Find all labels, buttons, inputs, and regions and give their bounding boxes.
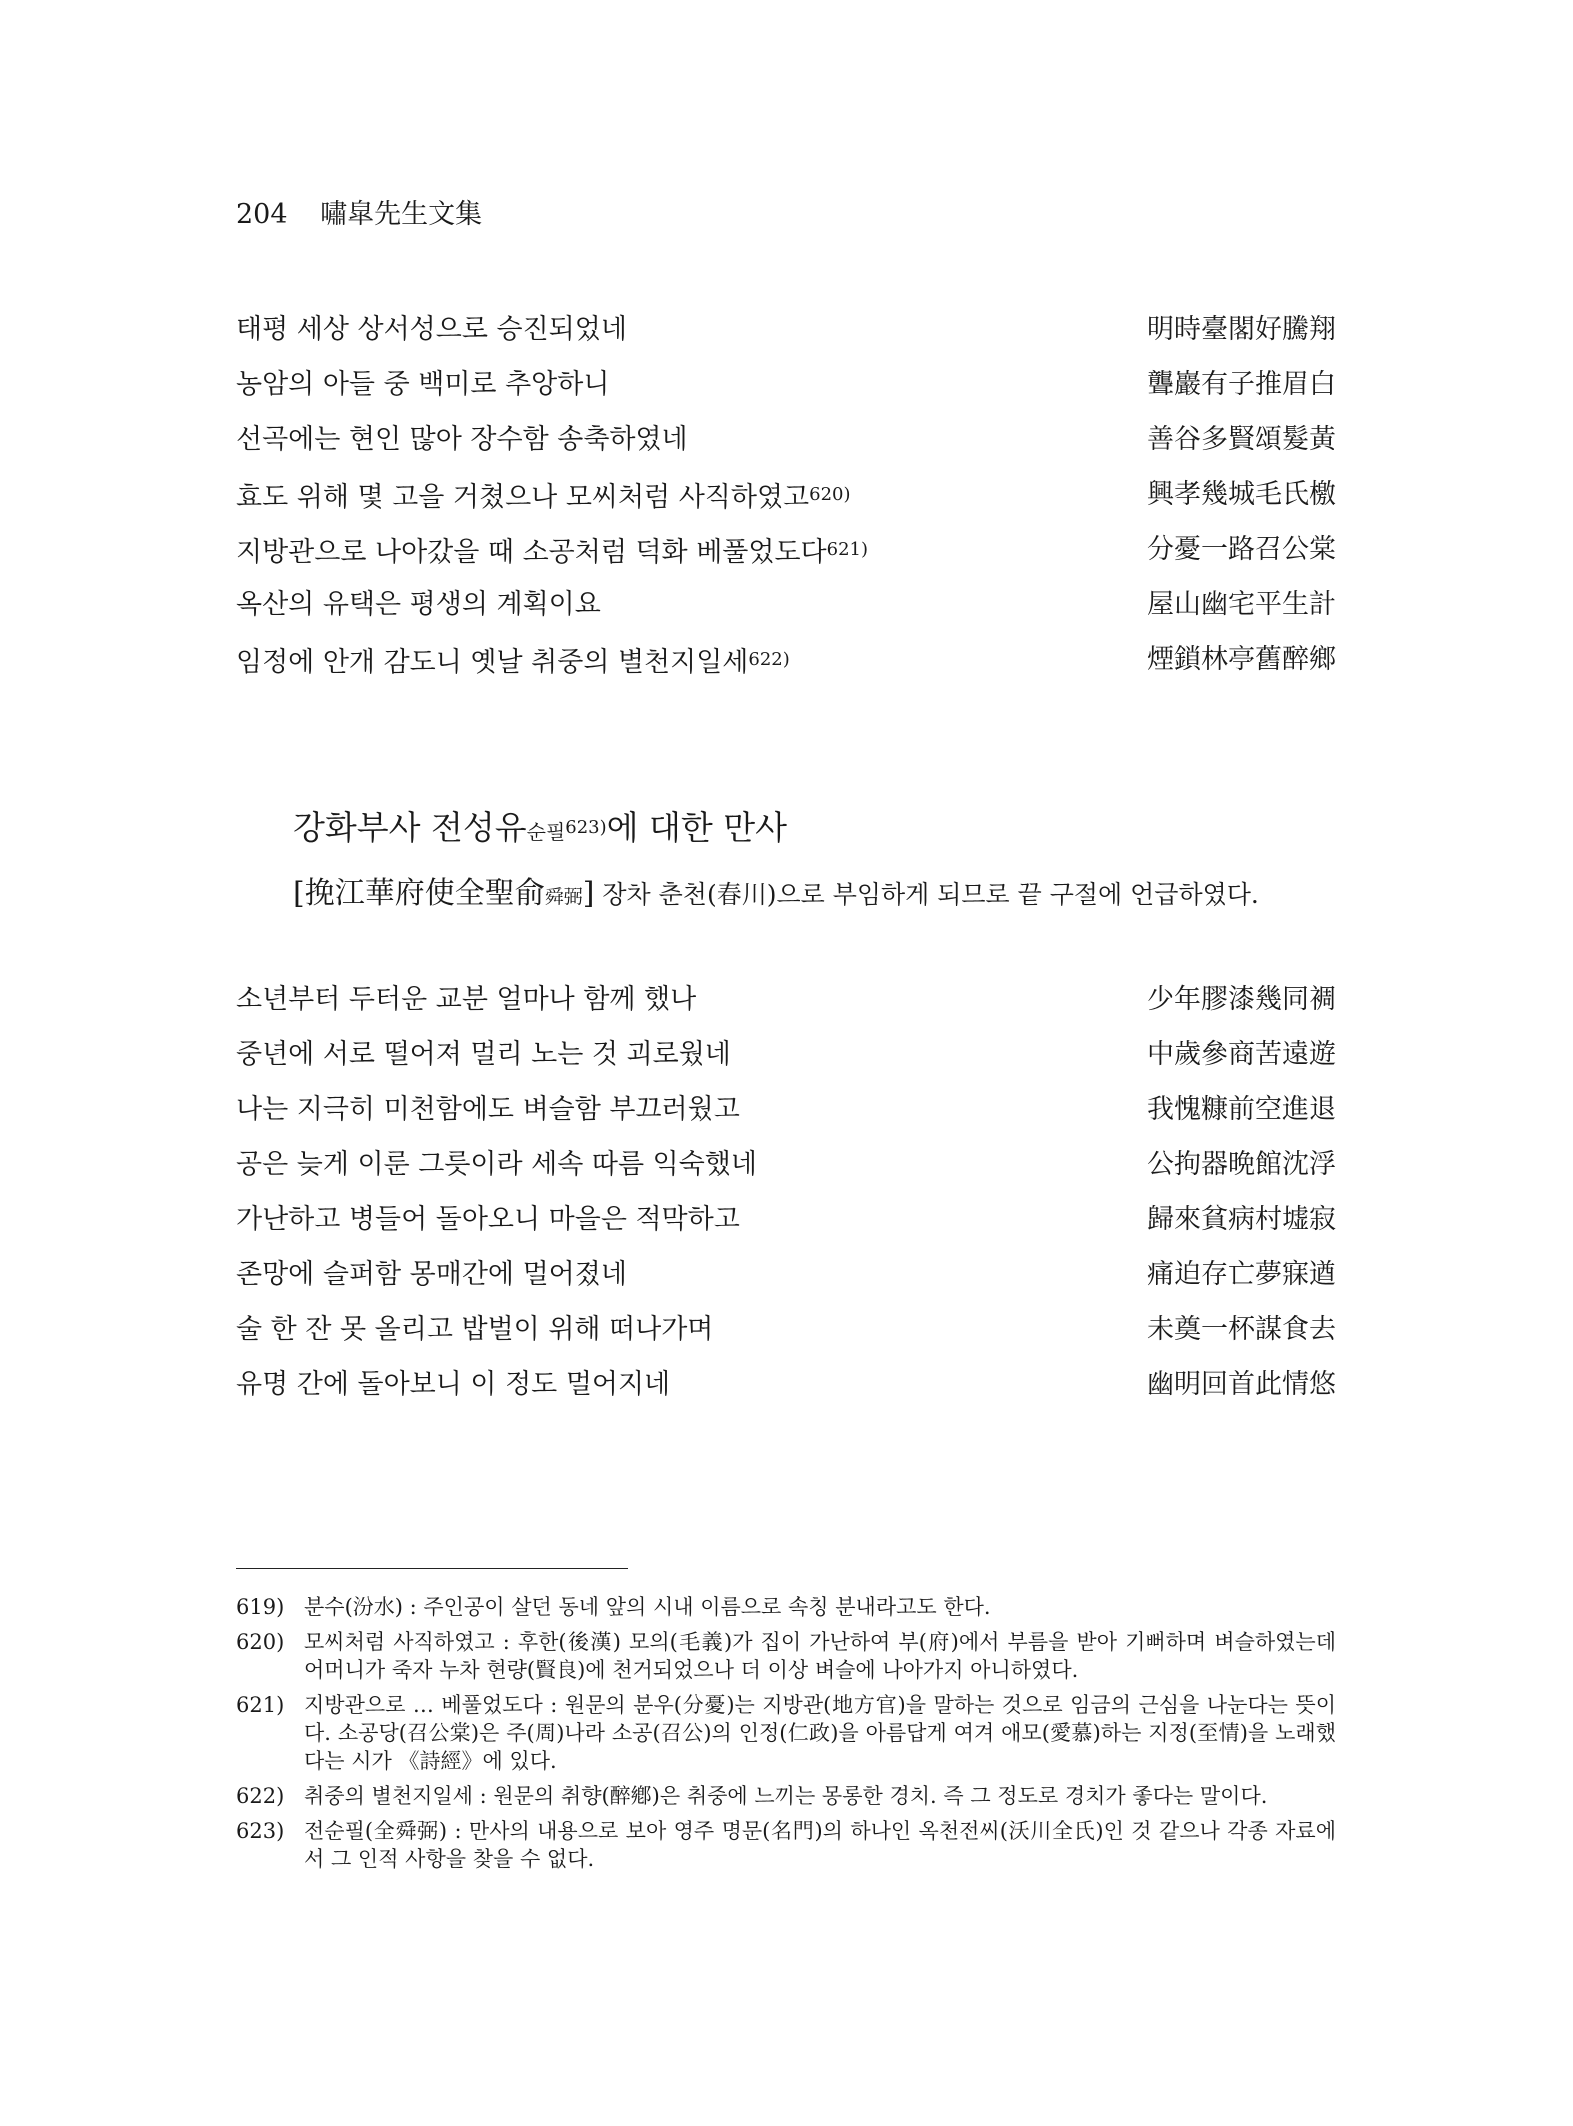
- chinese-line: 幽明回首此情悠: [1147, 1369, 1336, 1400]
- footnote-text: 취중의 별천지일세 : 원문의 취향(醉鄕)은 취중에 느끼는 몽롱한 경치. 즉 그 정도로 경치가 좋다는 말이다.: [304, 1784, 1268, 1808]
- chinese-line: 善谷多賢頌髮黃: [1147, 424, 1336, 455]
- chinese-line: 興孝幾城毛氏檄: [1147, 479, 1336, 510]
- korean-line: 나는 지극히 미천함에도 벼슬함 부끄러웠고: [236, 1094, 740, 1125]
- poem-line: [236, 1137, 1336, 1192]
- footnote-text: 분수(汾水) : 주인공이 살던 동네 앞의 시내 이름으로 속칭 분내라고도 한다.: [304, 1595, 991, 1619]
- footnotes: [236, 1593, 1336, 1880]
- poem-line: [236, 1302, 1336, 1357]
- poem-2: [236, 972, 1336, 1412]
- chinese-line: 我愧糠前空進退: [1147, 1094, 1336, 1125]
- section-title: 강화부사 전성유순필$^{623)}$에 대한 만사: [293, 808, 788, 847]
- chinese-line: 公拘器晩館沈浮: [1147, 1149, 1336, 1180]
- footnote-number: 619): [236, 1595, 285, 1619]
- chinese-line: 屋山幽宅平生計: [1147, 589, 1336, 620]
- footnote-text: 지방관으로 … 베풀었도다 : 원문의 분우(分憂)는 지방관(地方官)을 말하는 것으로 임금의 근심을 나눈다는 뜻이다. 소공당(召公棠)은 주(周)나라 소공(召公)의 인정(仁政)을 아름답게 여겨 애모(愛慕)하는 지정(至情)을 노래했다는 시가 《詩經》에 있다.: [304, 1693, 1336, 1773]
- footnote-number: 622): [236, 1784, 285, 1808]
- poem-line: [236, 522, 1336, 577]
- poem-line: [236, 632, 1336, 687]
- chinese-line: 未奠一杯謀食去: [1147, 1314, 1336, 1345]
- running-header: [236, 192, 482, 231]
- korean-line: 가난하고 병들어 돌아오니 마을은 적막하고: [236, 1204, 740, 1235]
- poem-line: [236, 1082, 1336, 1137]
- korean-line: 선곡에는 현인 많아 장수함 송축하였네: [236, 424, 688, 455]
- footnote: [236, 1782, 1336, 1810]
- chinese-line: 明時臺閣好騰翔: [1147, 314, 1336, 345]
- chinese-line: 歸來貧病村墟寂: [1147, 1204, 1336, 1235]
- poem-line: [236, 577, 1336, 632]
- korean-line: 효도 위해 몇 고을 거쳤으나 모씨처럼 사직하였고$^{620)}$: [236, 482, 851, 513]
- footnote-text: 모씨처럼 사직하였고 : 후한(後漢) 모의(毛義)가 집이 가난하여 부(府)에서 부름을 받아 기뻐하며 벼슬하였는데 어머니가 죽자 누차 현량(賢良)에 천거되었으나 더 이상 벼슬에 나아가지 아니하였다.: [304, 1630, 1336, 1682]
- chinese-line: 煙鎖林亭舊醉鄉: [1147, 644, 1336, 675]
- poem-line: [236, 357, 1336, 412]
- footnote-ref: 620): [809, 484, 851, 505]
- footnote-number: 623): [236, 1819, 285, 1843]
- footnote: [236, 1691, 1336, 1775]
- original-title: [挽江華府使全聖俞: [293, 876, 545, 911]
- korean-line: 존망에 슬퍼함 몽매간에 멀어졌네: [236, 1259, 627, 1290]
- korean-line: 농암의 아들 중 백미로 추앙하니: [236, 369, 610, 400]
- chinese-line: 聾巖有子推眉白: [1147, 369, 1336, 400]
- footnote: [236, 1628, 1336, 1684]
- original-description: 장차 춘천(春川)으로 부임하게 되므로 끝 구절에 언급하였다.: [602, 880, 1259, 909]
- footnote-number: 621): [236, 1693, 285, 1717]
- footnote-divider: [236, 1568, 628, 1569]
- korean-line: 임정에 안개 감도니 옛날 취중의 별천지일세$^{622)}$: [236, 647, 790, 678]
- page-number: 204: [236, 199, 288, 230]
- poem-line: [236, 302, 1336, 357]
- korean-line: 중년에 서로 떨어져 멀리 노는 것 괴로웠네: [236, 1039, 731, 1070]
- poem-line: [236, 1192, 1336, 1247]
- chinese-line: 分憂一路召公棠: [1147, 534, 1336, 565]
- poem-line: [236, 972, 1336, 1027]
- poem-1: [236, 302, 1336, 687]
- korean-line: 유명 간에 돌아보니 이 정도 멀어지네: [236, 1369, 671, 1400]
- chinese-line: 痛迫存亡夢寐遒: [1147, 1259, 1336, 1290]
- footnote: [236, 1593, 1336, 1621]
- poem-line: [236, 467, 1336, 522]
- korean-line: 술 한 잔 못 올리고 밥벌이 위해 떠나가며: [236, 1314, 714, 1345]
- footnote-number: 620): [236, 1630, 285, 1654]
- korean-line: 지방관으로 나아갔을 때 소공처럼 덕화 베풀었도다$^{621)}$: [236, 537, 869, 568]
- korean-line: 공은 늦게 이룬 그릇이라 세속 따름 익숙했네: [236, 1149, 757, 1180]
- footnote-text: 전순필(全舜弼) : 만사의 내용으로 보아 영주 명문(名門)의 하나인 옥천전씨(沃川全氏)인 것 같으나 각종 자료에서 그 인적 사항을 찾을 수 없다.: [304, 1819, 1336, 1871]
- korean-line: 소년부터 두터운 교분 얼마나 함께 했나: [236, 984, 697, 1015]
- book-title: 嘯皐先生文集: [320, 199, 483, 230]
- poem-line: [236, 1247, 1336, 1302]
- korean-line: 태평 세상 상서성으로 승진되었네: [236, 314, 627, 345]
- poem-line: [236, 1357, 1336, 1412]
- section-subtitle: [挽江華府使全聖俞舜弼] 장차 춘천(春川)으로 부임하게 되므로 끝 구절에 언급하였다.: [293, 876, 1259, 911]
- chinese-line: 中歲參商苦遠遊: [1147, 1039, 1336, 1070]
- footnote: [236, 1817, 1336, 1873]
- poem-line: [236, 412, 1336, 467]
- poem-line: [236, 1027, 1336, 1082]
- korean-line: 옥산의 유택은 평생의 계획이요: [236, 589, 601, 620]
- footnote-ref: 621): [826, 539, 869, 560]
- chinese-line: 少年膠漆幾同裯: [1147, 984, 1336, 1015]
- footnote-ref: 622): [748, 649, 790, 670]
